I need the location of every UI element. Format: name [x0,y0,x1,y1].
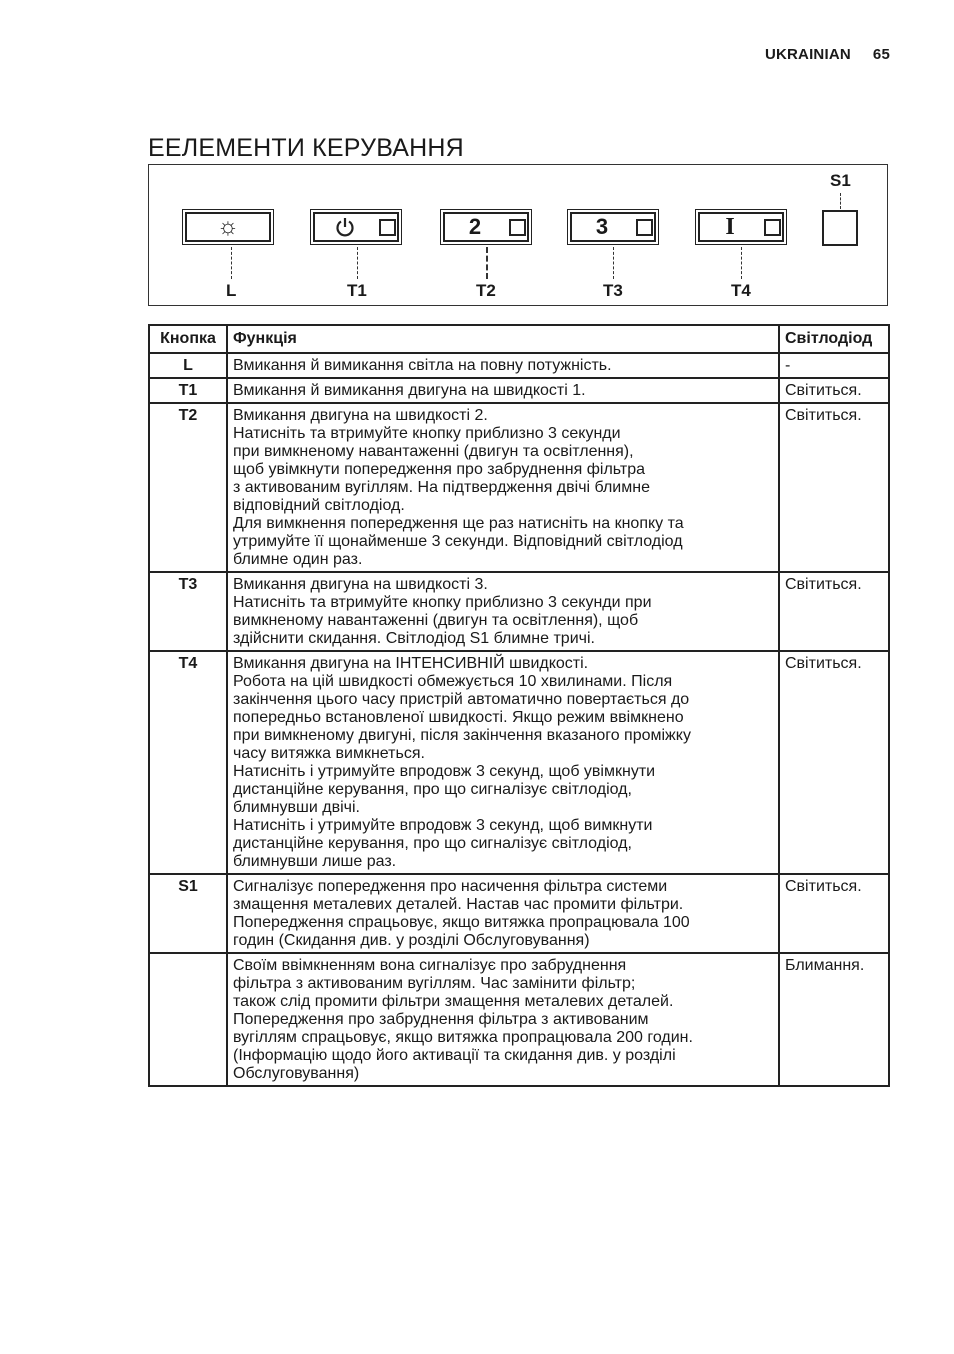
leader-line [741,247,742,279]
function-text-line: при вимкненому навантаженні (двигун та освітлення), [233,443,634,460]
function-text-line: вугіллям спрацьовує, якщо витяжка пропрацювала 200 годин. [233,1029,693,1046]
function-text-line: блимнувши двічі. [233,799,360,816]
function-text-line: Обслуговування) [233,1065,360,1082]
section-title: ЕЕЛЕМЕНТИ КЕРУВАННЯ [148,134,464,162]
function-text-line: Вмикання й вимикання двигуна на швидкості 1. [233,382,586,399]
language-label: UKRAINIAN [764,46,851,63]
function-text-line: блимне один раз. [233,551,363,568]
table-row [149,651,889,874]
controls-table [148,324,890,1087]
function-text-line: з активованим вугіллям. На підтвердження двічі блимне [233,479,650,496]
column-header: Кнопка [149,325,227,353]
function-text-line: годин (Скидання див. у розділі Обслуговування) [233,932,590,949]
function-cell [227,874,779,953]
table-header-row [149,325,889,353]
button-key-cell: T3 [149,572,227,651]
function-text-line: вимкненому навантаженні (двигун та освітлення), щоб [233,612,639,629]
function-cell [227,403,779,572]
label-t4: T4 [731,281,751,300]
light-button [182,209,274,245]
column-header: Світлодіод [779,325,889,353]
led-indicator [636,219,653,236]
function-text-line: здійснити скидання. Світлодіод S1 блимне тричі. [233,630,595,647]
leader-line [840,193,841,209]
light-icon: ☼ [217,213,239,240]
function-text-line: Натисніть та втримуйте кнопку приблизно 3 секунди [233,425,621,442]
led-indicator [764,219,781,236]
led-status-cell: Світиться. [779,378,889,403]
function-text-line: часу витяжка вимкнеться. [233,745,425,762]
function-text-line: Вмикання й вимикання світла на повну потужність. [233,357,612,374]
table-row [149,403,889,572]
function-cell [227,353,779,378]
function-text-line: дистанційне керування, про що сигналізує світлодіод, [233,835,632,852]
table-row [149,874,889,953]
t2-button [440,209,532,245]
table-row [149,353,889,378]
label-s1: S1 [830,171,851,190]
s1-indicator [822,210,858,246]
column-header: Функція [227,325,779,353]
leader-line [613,247,614,279]
function-text-line: Попередження про забруднення фільтра з активованим [233,1011,649,1028]
speed-2-symbol: 2 [468,214,482,239]
function-cell [227,651,779,874]
table-row [149,953,889,1086]
function-text-line: при вимкненому двигуні, після закінчення вказаного проміжку [233,727,691,744]
function-text-line: Вмикання двигуна на швидкості 2. [233,407,488,424]
button-key-cell: L [149,353,227,378]
led-status-cell: - [779,353,889,378]
led-indicator [509,219,526,236]
function-text-line: утримуйте її щонайменше 3 секунди. Відповідний світлодіод [233,533,683,550]
function-text-line: закінчення цього часу пристрій автоматично повертається до [233,691,690,708]
label-t2: T2 [476,281,496,300]
led-status-cell: Блимання. [779,953,889,1086]
leader-line [231,247,232,279]
function-text-line: змащення металевих деталей. Настав час промити фільтри. [233,896,684,913]
function-text-line: Робота на цій швидкості обмежується 10 хвилинами. Після [233,673,673,690]
table-row [149,572,889,651]
button-key-cell: T4 [149,651,227,874]
label-l: L [226,281,237,300]
function-text-line: щоб увімкнути попередження про забруднення фільтра [233,461,645,478]
function-text-line: попередньо встановленої швидкості. Якщо режим ввімкнено [233,709,684,726]
function-text-line: Натисніть та втримуйте кнопку приблизно 3 секунди при [233,594,652,611]
function-cell [227,378,779,403]
led-status-cell: Світиться. [779,874,889,953]
t4-button [695,209,787,245]
page-header [765,46,890,63]
function-text-line: Для вимкнення попередження ще раз натисніть на кнопку та [233,515,684,532]
page-number: 65 [872,46,890,63]
led-status-cell: Світиться. [779,651,889,874]
function-text-line: (Інформацію щодо його активації та скидання див. у розділі [233,1047,676,1064]
function-text-line: також слід промити фільтри змащення металевих деталей. [233,993,674,1010]
leader-line [486,247,488,279]
function-text-line: фільтра з активованим вугіллям. Час замінити фільтр; [233,975,636,992]
function-text-line: Вмикання двигуна на ІНТЕНСИВНІЙ швидкості. [233,655,589,672]
button-key-cell: T1 [149,378,227,403]
button-key-cell: T2 [149,403,227,572]
led-indicator [379,219,396,236]
button-key-cell: S1 [149,874,227,953]
power-icon [315,216,375,238]
function-cell [227,953,779,1086]
function-text-line: Вмикання двигуна на швидкості 3. [233,576,488,593]
intensive-symbol: I [725,213,735,240]
function-cell [227,572,779,651]
speed-3-symbol: 3 [595,214,609,239]
led-status-cell: Світиться. [779,403,889,572]
led-status-cell: Світиться. [779,572,889,651]
control-panel-diagram [148,164,888,306]
label-t3: T3 [603,281,623,300]
function-text-line: відповідний світлодіод. [233,497,405,514]
table-row [149,378,889,403]
function-text-line: Своїм ввімкненням вона сигналізує про забруднення [233,957,627,974]
function-text-line: блимнувши лише раз. [233,853,397,870]
function-text-line: Натисніть і утримуйте впродовж 3 секунд, щоб вимкнути [233,817,653,834]
function-text-line: Сигналізує попередження про насичення фільтра системи [233,878,668,895]
button-key-cell [149,953,227,1086]
function-text-line: Натисніть і утримуйте впродовж 3 секунд, щоб увімкнути [233,763,656,780]
t3-button [567,209,659,245]
label-t1: T1 [347,281,367,300]
function-text-line: Попередження спрацьовує, якщо витяжка пропрацювала 100 [233,914,690,931]
function-text-line: дистанційне керування, про що сигналізує світлодіод, [233,781,632,798]
t1-button [310,209,402,245]
leader-line [357,247,358,279]
